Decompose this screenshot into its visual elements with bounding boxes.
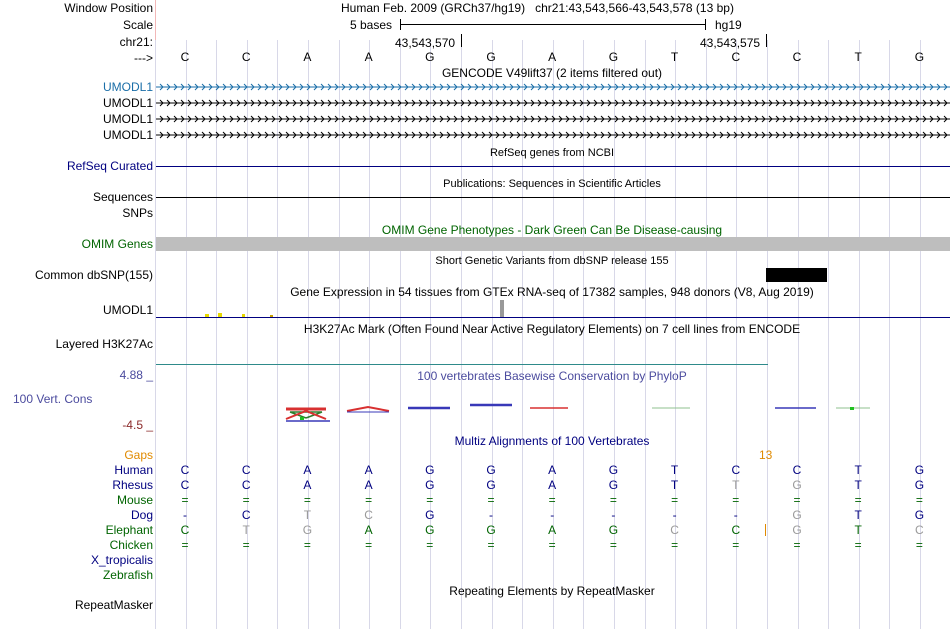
aligned-base: C [180,523,190,537]
base-letter: G [608,50,619,64]
aligned-base: C [731,523,741,537]
scale-label: Scale [122,18,153,32]
aligned-base: G [302,523,313,537]
aligned-base: - [183,508,187,522]
aligned-base: G [486,523,496,537]
aligned-base: G [914,508,925,522]
aligned-base: = [854,493,862,507]
aligned-base: C [241,508,251,522]
base-letter: T [670,50,679,64]
aligned-base: = [548,493,556,507]
aligned-base: = [426,538,434,552]
species-label[interactable]: X_tropicalis [90,553,153,567]
h3k27ac-label[interactable]: Layered H3K27Ac [55,337,153,351]
gencode-item-label[interactable]: UMODL1 [102,96,153,110]
aligned-base: G [792,478,802,492]
gtex-label[interactable]: UMODL1 [102,303,153,317]
aligned-base: G [792,523,802,537]
gencode-title: GENCODE V49lift37 (2 items filtered out) [441,66,663,80]
cons-glyph-9 [850,407,854,410]
aligned-base: = [365,493,373,507]
strand-label: ---> [134,51,153,65]
position-readout: chr21:43,543,566-43,543,578 (13 bp) [535,1,734,15]
window-position-label: Window Position [64,1,153,15]
base-letter: G [486,50,496,64]
aligned-base: G [608,478,619,492]
aligned-base: A [364,478,373,492]
aligned-base: G [486,463,496,477]
aligned-base: = [487,493,495,507]
aligned-base: = [548,538,556,552]
aligned-base: = [793,538,801,552]
aligned-base: = [242,493,250,507]
aligned-base: = [609,538,617,552]
aligned-base: A [548,463,557,477]
aligned-base: - [733,508,738,522]
base-letter: A [548,50,557,64]
aligned-base: A [548,523,557,537]
aligned-base: = [915,538,923,552]
base-letter: C [241,50,251,64]
aligned-base: = [793,493,801,507]
aligned-base: G [914,463,925,477]
snps-label[interactable]: SNPs [122,206,153,220]
cons-title: 100 vertebrates Basewise Conservation by PhyloP [417,369,687,383]
base-letter: A [364,50,373,64]
aligned-base: C [180,478,190,492]
cons-label[interactable]: 100 Vert. Cons [13,392,93,406]
aligned-base: T [242,523,250,537]
cons-glyph-2 [347,407,389,412]
gencode-item-label[interactable]: UMODL1 [102,80,153,94]
aligned-base: G [608,463,619,477]
aligned-base: A [364,523,373,537]
scale-text: 5 bases [350,18,393,32]
aligned-base: C [241,463,251,477]
gap-count: 13 [759,448,773,462]
aligned-base: C [915,523,924,537]
species-label[interactable]: Chicken [109,538,153,552]
coord-right: 43,543,575 [700,36,761,50]
multiz-title: Multiz Alignments of 100 Vertebrates [454,434,650,448]
aligned-base: T [854,478,862,492]
omim-title: OMIM Gene Phenotypes - Dark Green Can Be Disease-causing [381,223,723,237]
db-name: hg19 [715,18,742,32]
aligned-base: A [303,478,312,492]
aligned-base: A [364,463,373,477]
species-label[interactable]: Rhesus [112,478,153,492]
base-letter: G [425,50,435,64]
refseq-label[interactable]: RefSeq Curated [66,159,153,173]
omim-label[interactable]: OMIM Genes [81,237,153,251]
gap-marker [765,524,766,536]
dbsnp-label[interactable]: Common dbSNP(155) [34,268,153,282]
aligned-base: G [608,523,619,537]
aligned-base: T [670,478,679,492]
aligned-base: T [854,463,862,477]
aligned-base: = [487,538,495,552]
aligned-base: C [180,463,190,477]
aligned-base: = [242,538,250,552]
species-label[interactable]: Dog [130,508,153,522]
gaps-label[interactable]: Gaps [124,448,153,462]
aligned-base: C [731,463,741,477]
cons-max: 4.88 _ [119,368,153,382]
aligned-base: = [365,538,373,552]
aligned-base: - [672,508,677,522]
aligned-base: = [181,538,189,552]
coord-left: 43,543,570 [395,36,456,50]
rmsk-title: Repeating Elements by RepeatMasker [449,584,655,598]
aligned-base: T [854,508,862,522]
aligned-base: = [303,538,311,552]
base-letter: C [792,50,802,64]
aligned-base: - [489,508,493,522]
gencode-item-label[interactable]: UMODL1 [102,128,153,142]
base-letter: T [854,50,862,64]
aligned-base: = [671,493,679,507]
refseq-title: RefSeq genes from NCBI [489,147,615,159]
aligned-base: = [609,493,617,507]
aligned-base: C [241,478,251,492]
base-letter: C [180,50,190,64]
h3k27ac-title: H3K27Ac Mark (Often Found Near Active Regulatory Elements) on 7 cell lines from ENCODE [303,322,801,336]
aligned-base: = [915,493,923,507]
species-label[interactable]: Elephant [105,523,153,537]
base-letter: G [914,50,925,64]
aligned-base: G [914,478,925,492]
pubs-label[interactable]: Sequences [92,190,153,204]
chrom-label: chr21: [119,35,153,49]
aligned-base: G [486,478,496,492]
aligned-base: - [550,508,555,522]
aligned-base: C [364,508,373,522]
aligned-base: T [732,478,740,492]
aligned-base: G [425,478,435,492]
aligned-base: = [303,493,311,507]
aligned-base: C [792,463,802,477]
cons-min: -4.5 _ [122,418,153,432]
aligned-base: = [854,538,862,552]
aligned-base: G [425,463,435,477]
species-label[interactable]: Mouse [116,493,153,507]
base-letter: C [731,50,741,64]
aligned-base: G [792,508,802,522]
assembly-name: Human Feb. 2009 (GRCh37/hg19) [341,1,526,15]
aligned-base: A [303,463,312,477]
aligned-base: - [611,508,616,522]
aligned-base: = [732,493,740,507]
aligned-base: G [425,508,435,522]
gtex-title: Gene Expression in 54 tissues from GTEx RNA-seq of 17382 samples, 948 donors (V8, Aug 2019) [290,285,814,299]
pubs-title: Publications: Sequences in Scientific Articles [443,178,661,190]
base-letter: A [303,50,312,64]
aligned-base: = [732,538,740,552]
rmsk-label[interactable]: RepeatMasker [74,598,153,612]
aligned-base: A [548,478,557,492]
species-label[interactable]: Human [114,463,153,477]
species-label[interactable]: Zebrafish [102,568,153,582]
aligned-base: T [670,463,679,477]
aligned-base: = [181,493,189,507]
gencode-item-label[interactable]: UMODL1 [102,112,153,126]
cons-glyph-1 [286,409,330,421]
aligned-base: T [303,508,312,522]
aligned-base: G [425,523,435,537]
aligned-base: T [854,523,862,537]
aligned-base: = [671,538,679,552]
aligned-base: C [670,523,679,537]
dbsnp-title: Short Genetic Variants from dbSNP release 155 [435,255,669,267]
aligned-base: = [426,493,434,507]
